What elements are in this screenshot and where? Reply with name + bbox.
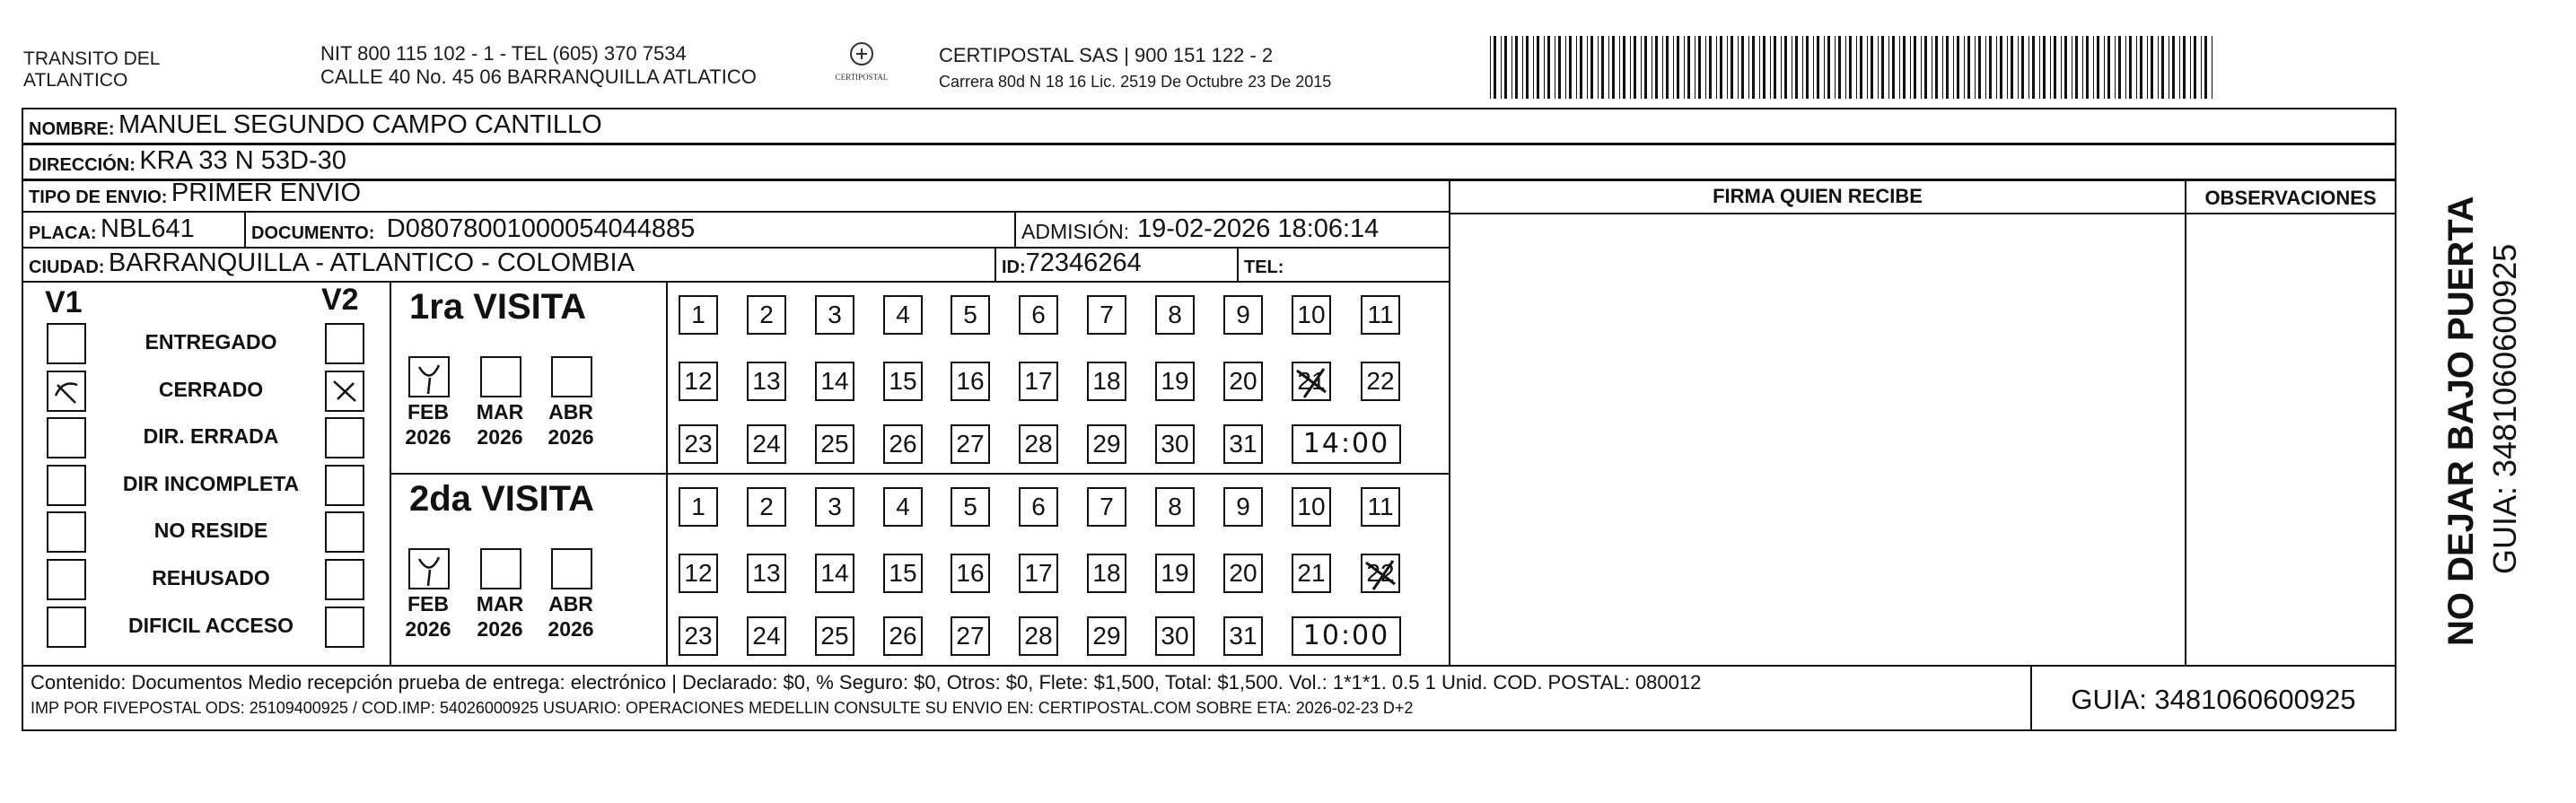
barcode-bar [1964, 36, 1965, 99]
nombre-value: MANUEL SEGUNDO CAMPO CANTILLO [118, 110, 602, 139]
visit1-month-checkbox[interactable] [551, 356, 592, 397]
visit1-month-name: FEB [407, 400, 449, 423]
barcode-bar [1835, 36, 1836, 99]
visit2-day-box[interactable]: 11 [1361, 487, 1400, 527]
placa-cell [22, 211, 246, 249]
barcode-bar [1601, 36, 1604, 99]
barcode-bar [1511, 36, 1512, 99]
address-line: CALLE 40 No. 45 06 BARRANQUILLA ATLATICO [320, 65, 757, 88]
barcode-bar [2115, 36, 2116, 99]
barcode-bar [1752, 36, 1755, 99]
barcode-bar [2129, 36, 2132, 99]
barcode-bar [1871, 36, 1873, 99]
barcode-bar [1687, 36, 1690, 99]
direccion-value: KRA 33 N 53D-30 [139, 146, 346, 175]
barcode-bar [1888, 36, 1889, 99]
visit1-day-box[interactable]: 28 [1019, 424, 1058, 464]
barcode-bar [1494, 36, 1496, 99]
barcode-bar [1619, 36, 1620, 99]
visit2-day-box[interactable]: 4 [883, 487, 923, 527]
visit2-day-box[interactable]: 25 [815, 616, 854, 656]
visit1-day-box[interactable]: 18 [1087, 362, 1126, 401]
documento-value: D08078001000054044885 [386, 214, 696, 243]
barcode-bar [1730, 36, 1733, 99]
visit1-day-box[interactable]: 27 [951, 424, 990, 464]
barcode-bar [1666, 36, 1669, 99]
barcode-bar [2086, 36, 2089, 99]
barcode-bar [2032, 36, 2035, 99]
visit2-day-box[interactable]: 16 [951, 554, 990, 593]
visit2-title: 2da VISITA [409, 479, 594, 519]
visit2-month-label [473, 591, 527, 642]
visit2-day-box[interactable]: 18 [1087, 554, 1126, 593]
barcode-bar [2172, 36, 2175, 99]
visit2-month-label [401, 591, 455, 642]
admision-cell [1014, 211, 1450, 249]
barcode-bar [1774, 36, 1776, 99]
visit1-month-name: ABR [548, 400, 593, 423]
visit1-day-box[interactable]: 4 [883, 295, 923, 335]
barcode-bar [1860, 36, 1862, 99]
ciudad-value: BARRANQUILLA - ATLANTICO - COLOMBIA [108, 249, 635, 277]
visit1-month-label [544, 399, 598, 450]
visit1-month-year: 2026 [405, 425, 451, 449]
visit1-month-name: MAR [476, 400, 524, 423]
tipo-row [22, 179, 1450, 213]
barcode-bar [2000, 36, 2002, 99]
barcode-bar [1806, 36, 1809, 99]
barcode-bar [2021, 36, 2024, 99]
visit2-month-checkbox[interactable] [408, 548, 450, 589]
barcode-bar [1989, 36, 1992, 99]
barcode-bar [1504, 36, 1507, 99]
barcode-bar [1996, 36, 1997, 99]
barcode-bar [2158, 36, 2159, 99]
barcode-bar [1698, 36, 1701, 99]
org-name [23, 48, 203, 92]
barcode-bar [1533, 36, 1534, 99]
barcode-bar [1910, 36, 1911, 99]
check-mark-icon [48, 372, 84, 408]
visit2-month-name: ABR [548, 592, 593, 615]
visit1-month-checkbox[interactable] [480, 356, 521, 397]
visit1-day-box[interactable]: 24 [747, 424, 786, 464]
visit2-month-year: 2026 [405, 617, 451, 641]
barcode-bar [2061, 36, 2062, 99]
nit-line: NIT 800 115 102 - 1 - TEL (605) 370 7534 [320, 42, 687, 65]
tipo-label: TIPO DE ENVIO: [29, 188, 168, 207]
documento-label: DOCUMENTO: [251, 223, 375, 243]
barcode-bar [2118, 36, 2121, 99]
barcode-bar [2043, 36, 2046, 99]
ciudad-label: CIUDAD: [29, 257, 105, 277]
barcode-bar [1924, 36, 1927, 99]
visit1-day-box[interactable]: 23 [679, 424, 718, 464]
barcode-bar [1770, 36, 1771, 99]
barcode-bar [1544, 36, 1545, 99]
visit1-day-box[interactable]: 26 [883, 424, 923, 464]
barcode-bar [2064, 36, 2067, 99]
visit1-day-box[interactable]: 7 [1087, 295, 1126, 335]
visit2-month-checkbox[interactable] [480, 548, 521, 589]
barcode-bar [1845, 36, 1846, 99]
barcode-bar [2201, 36, 2202, 99]
visit1-day-box[interactable]: 12 [679, 362, 718, 401]
tel-cell [1237, 247, 1450, 283]
barcode-bar [2093, 36, 2094, 99]
barcode-bar [1490, 36, 1491, 99]
visit1-day-box[interactable]: 5 [951, 295, 990, 335]
visit1-day-box[interactable]: 30 [1155, 424, 1195, 464]
barcode-bar [2125, 36, 2126, 99]
barcode-bar [1709, 36, 1712, 99]
side-text-block [2388, 144, 2567, 646]
direccion-label: DIRECCIÓN: [29, 155, 136, 175]
visit1-day-box[interactable]: 2 [747, 295, 786, 335]
placa-label: PLACA: [29, 223, 97, 243]
visit2-day-box[interactable]: 12 [679, 554, 718, 593]
barcode-bar [1547, 36, 1550, 99]
barcode-bar [1501, 36, 1502, 99]
side-guia: GUIA: 3481060600925 [2486, 243, 2523, 574]
visit1-day-box[interactable]: 6 [1019, 295, 1058, 335]
barcode-bar [1878, 36, 1879, 99]
barcode-bar [1881, 36, 1884, 99]
barcode-bar [2075, 36, 2078, 99]
barcode-bar [2151, 36, 2153, 99]
barcode-bar [2140, 36, 2142, 99]
barcode-bar [2054, 36, 2056, 99]
visit2-day-box[interactable]: 14 [815, 554, 854, 593]
barcode-graphic [1490, 36, 2217, 99]
visit1-day-box[interactable]: 19 [1155, 362, 1195, 401]
visit1-month-year: 2026 [548, 425, 594, 449]
barcode-bar [2082, 36, 2083, 99]
barcode-bar [1569, 36, 1572, 99]
barcode-bar [1838, 36, 1841, 99]
logo-text: CERTIPOSTAL [835, 73, 889, 82]
barcode-bar [1515, 36, 1518, 99]
barcode-bar [1867, 36, 1868, 99]
status-option-label: ENTREGADO [145, 330, 277, 353]
barcode-bar [1942, 36, 1943, 99]
visit2-month-year: 2026 [548, 617, 594, 641]
visit2-month-year: 2026 [477, 617, 523, 641]
visit1-day-box[interactable]: 9 [1223, 295, 1263, 335]
certipostal-logo [824, 41, 899, 92]
barcode-bar [1612, 36, 1615, 99]
barcode-bar [1677, 36, 1679, 99]
visit1-day-box[interactable]: 8 [1155, 295, 1195, 335]
barcode-bar [1630, 36, 1631, 99]
barcode-bar [1741, 36, 1744, 99]
visit1-day-box[interactable]: 25 [815, 424, 854, 464]
barcode-bar [2107, 36, 2110, 99]
visit2-day-box[interactable]: 5 [951, 487, 990, 527]
barcode-bar [1824, 36, 1825, 99]
observaciones-panel [2185, 179, 2396, 667]
visit1-time-box: 14:00 [1292, 424, 1401, 464]
barcode-bar [2097, 36, 2099, 99]
firma-panel [1449, 179, 2186, 667]
barcode-bar [1763, 36, 1766, 99]
barcode-bar [1903, 36, 1906, 99]
visit1-month-year: 2026 [477, 425, 523, 449]
barcode-bar [2136, 36, 2137, 99]
visit1-day-box[interactable]: 17 [1019, 362, 1058, 401]
direccion-row [22, 144, 2396, 180]
visit1-month-label [473, 399, 527, 450]
visit2-time-box: 10:00 [1292, 616, 1401, 656]
barcode-bar [1623, 36, 1625, 99]
id-label: ID: [1002, 257, 1026, 277]
barcode-bar [2161, 36, 2164, 99]
visit2-day-box[interactable]: 2 [747, 487, 786, 527]
barcode-bar [1781, 36, 1782, 99]
barcode-bar [2194, 36, 2196, 99]
status-option-label: NO RESIDE [153, 519, 268, 542]
admision-label: ADMISIÓN: [1021, 220, 1130, 243]
barcode-bar [1953, 36, 1954, 99]
visit2-day-box[interactable]: 1 [679, 487, 718, 527]
visit2-day-box[interactable]: 24 [747, 616, 786, 656]
barcode-bar [1662, 36, 1663, 99]
barcode-bar [1795, 36, 1798, 99]
visit2-day-box[interactable]: 13 [747, 554, 786, 593]
admision-value: 19-02-2026 18:06:14 [1137, 214, 1380, 243]
status-option-label: CERRADO [158, 378, 264, 401]
barcode-bar [2011, 36, 2013, 99]
barcode-bar [2183, 36, 2186, 99]
visit2-day-box[interactable]: 17 [1019, 554, 1058, 593]
barcode-bar [1565, 36, 1566, 99]
barcode-bar [1748, 36, 1749, 99]
barcode-bar [1558, 36, 1561, 99]
id-cell [994, 247, 1239, 283]
barcode-bar [1684, 36, 1685, 99]
barcode-bar [1738, 36, 1739, 99]
barcode-bar [1921, 36, 1922, 99]
visit1-day-box[interactable]: 3 [815, 295, 854, 335]
visit1-day-box[interactable]: 13 [747, 362, 786, 401]
barcode-bar [1892, 36, 1895, 99]
firma-label: FIRMA QUIEN RECIBE [1713, 185, 1923, 207]
nombre-label: NOMBRE: [29, 119, 115, 139]
visit1-day-box[interactable]: 20 [1223, 362, 1263, 401]
nombre-row [22, 108, 2396, 144]
v2-label: V2 [321, 283, 359, 317]
visit2-day-box[interactable]: 21 [1292, 554, 1331, 593]
barcode-bar [1727, 36, 1728, 99]
barcode-bar [1813, 36, 1814, 99]
visit1-day-box[interactable]: 22 [1361, 362, 1400, 401]
barcode-bar [1849, 36, 1852, 99]
visit2-day-box[interactable]: 8 [1155, 487, 1195, 527]
visit2-day-box[interactable]: 3 [815, 487, 854, 527]
license-line: Carrera 80d N 18 16 Lic. 2519 De Octubre 23 De 2015 [939, 73, 1332, 91]
visit1-day-box[interactable]: 21 [1292, 362, 1331, 401]
visit2-day-box[interactable]: 30 [1155, 616, 1195, 656]
status-option-label: DIR INCOMPLETA [122, 472, 300, 495]
barcode-bar [1655, 36, 1658, 99]
barcode-bar [1644, 36, 1647, 99]
barcode-bar [1817, 36, 1819, 99]
logo-icon [844, 41, 880, 68]
check-mark-icon [410, 358, 448, 396]
no-dejar-bajo-puerta: NO DEJAR BAJO PUERTA [2441, 196, 2481, 646]
visit2-day-box[interactable]: 7 [1087, 487, 1126, 527]
barcode-bar [1526, 36, 1529, 99]
visit2-day-box[interactable]: 27 [951, 616, 990, 656]
visit2-day-box[interactable]: 10 [1292, 487, 1331, 527]
visit2-day-box[interactable]: 29 [1087, 616, 1126, 656]
barcode-bar [1598, 36, 1599, 99]
visit2-month-label [544, 591, 598, 642]
barcode-bar [1716, 36, 1717, 99]
barcode-bar [2104, 36, 2105, 99]
visit2-month-name: FEB [407, 592, 449, 615]
visit2-day-box[interactable]: 23 [679, 616, 718, 656]
visit1-day-box[interactable]: 10 [1292, 295, 1331, 335]
observaciones-label: OBSERVACIONES [2204, 187, 2377, 209]
barcode-bar [2147, 36, 2148, 99]
visit1-day-box[interactable]: 16 [951, 362, 990, 401]
barcode-bar [1576, 36, 1577, 99]
status-option-label: DIR. ERRADA [143, 424, 279, 448]
barcode-bar [2190, 36, 2191, 99]
barcode-bar [1720, 36, 1722, 99]
barcode-bar [2039, 36, 2040, 99]
barcode [1490, 36, 2217, 99]
visit1-day-box[interactable]: 29 [1087, 424, 1126, 464]
barcode-bar [2028, 36, 2029, 99]
visit2-month-name: MAR [476, 592, 524, 615]
visit2-day-box[interactable]: 6 [1019, 487, 1058, 527]
visit2-day-box[interactable]: 15 [883, 554, 923, 593]
visit1-day-box[interactable]: 11 [1361, 295, 1400, 335]
visit1-title: 1ra VISITA [409, 287, 587, 327]
barcode-bar [1705, 36, 1706, 99]
visit1-month-checkbox[interactable] [408, 356, 450, 397]
barcode-bar [1975, 36, 1976, 99]
visit2-day-box[interactable]: 26 [883, 616, 923, 656]
footer-contenido: Contenido: Documentos Medio recepción prueba de entrega: electrónico | Declarado: $0, % Seguro: $0, Otros: $0, Flete: $1,500, Total: $1,500. Vol.: 1*1*1. 0.5 1 Unid. COD. POSTAL: 080012 [31, 671, 1702, 694]
visit2-day-box[interactable]: 20 [1223, 554, 1263, 593]
footer-guia: GUIA: 3481060600925 [2071, 684, 2356, 715]
barcode-bar [1978, 36, 1981, 99]
barcode-bar [1590, 36, 1593, 99]
org-name-line1: TRANSITO DEL [23, 48, 161, 69]
barcode-bar [2007, 36, 2008, 99]
barcode-bar [1802, 36, 1803, 99]
footer-imp: IMP POR FIVEPOSTAL ODS: 25109400925 / COD.IMP: 54026000925 USUARIO: OPERACIONES MEDELLIN CONSULTE SU ENVIO EN: CERTIPOSTAL.COM SOBRE ETA: 2026-02-23 D+2 [31, 699, 1414, 717]
visit1-day-box[interactable]: 15 [883, 362, 923, 401]
company-line: CERTIPOSTAL SAS | 900 151 122 - 2 [939, 44, 1274, 66]
status-option-label: REHUSADO [152, 566, 270, 589]
visit1-day-box[interactable]: 31 [1223, 424, 1263, 464]
tel-label: TEL: [1244, 257, 1284, 277]
visit2-day-box[interactable]: 19 [1155, 554, 1195, 593]
barcode-bar [1914, 36, 1916, 99]
visit2-day-box[interactable]: 22 [1361, 554, 1400, 593]
status-option-label: DIFICIL ACCESO [127, 614, 294, 637]
visit1-month-label [401, 399, 455, 450]
barcode-bar [1935, 36, 1938, 99]
barcode-bar [1634, 36, 1636, 99]
visit1-day-box[interactable]: 14 [815, 362, 854, 401]
check-mark-icon [410, 550, 448, 588]
barcode-bar [1967, 36, 1970, 99]
barcode-bar [1957, 36, 1959, 99]
firma-header-line [1449, 213, 2396, 214]
barcode-bar [1608, 36, 1609, 99]
barcode-bar [1537, 36, 1539, 99]
placa-value: NBL641 [101, 214, 195, 243]
visit2-day-box[interactable]: 31 [1223, 616, 1263, 656]
documento-cell [244, 211, 1016, 249]
barcode-bar [2179, 36, 2180, 99]
visit2-day-box[interactable]: 28 [1019, 616, 1058, 656]
barcode-bar [1784, 36, 1787, 99]
v1-label: V1 [45, 285, 83, 319]
visit2-day-box[interactable]: 9 [1223, 487, 1263, 527]
barcode-bar [2050, 36, 2051, 99]
barcode-bar [1856, 36, 1857, 99]
barcode-bar [1899, 36, 1900, 99]
visit1-day-mark-icon [1292, 362, 1331, 401]
tipo-value: PRIMER ENVIO [171, 179, 362, 207]
barcode-bar [2018, 36, 2019, 99]
ciudad-cell [22, 247, 996, 283]
barcode-bar [1641, 36, 1642, 99]
barcode-bar [1759, 36, 1760, 99]
visit1-day-box[interactable]: 1 [679, 295, 718, 335]
barcode-bar [1827, 36, 1830, 99]
barcode-bar [1587, 36, 1588, 99]
barcode-bar [2204, 36, 2207, 99]
org-name-line2: ATLANTICO [23, 70, 128, 91]
barcode-bar [1673, 36, 1674, 99]
visit2-day-mark-icon [1361, 554, 1400, 593]
barcode-bar [1985, 36, 1986, 99]
id-value: 72346264 [1025, 249, 1142, 277]
visit2-month-checkbox[interactable] [551, 548, 592, 589]
barcode-bar [1522, 36, 1523, 99]
barcode-bar [1580, 36, 1582, 99]
barcode-bar [1946, 36, 1949, 99]
